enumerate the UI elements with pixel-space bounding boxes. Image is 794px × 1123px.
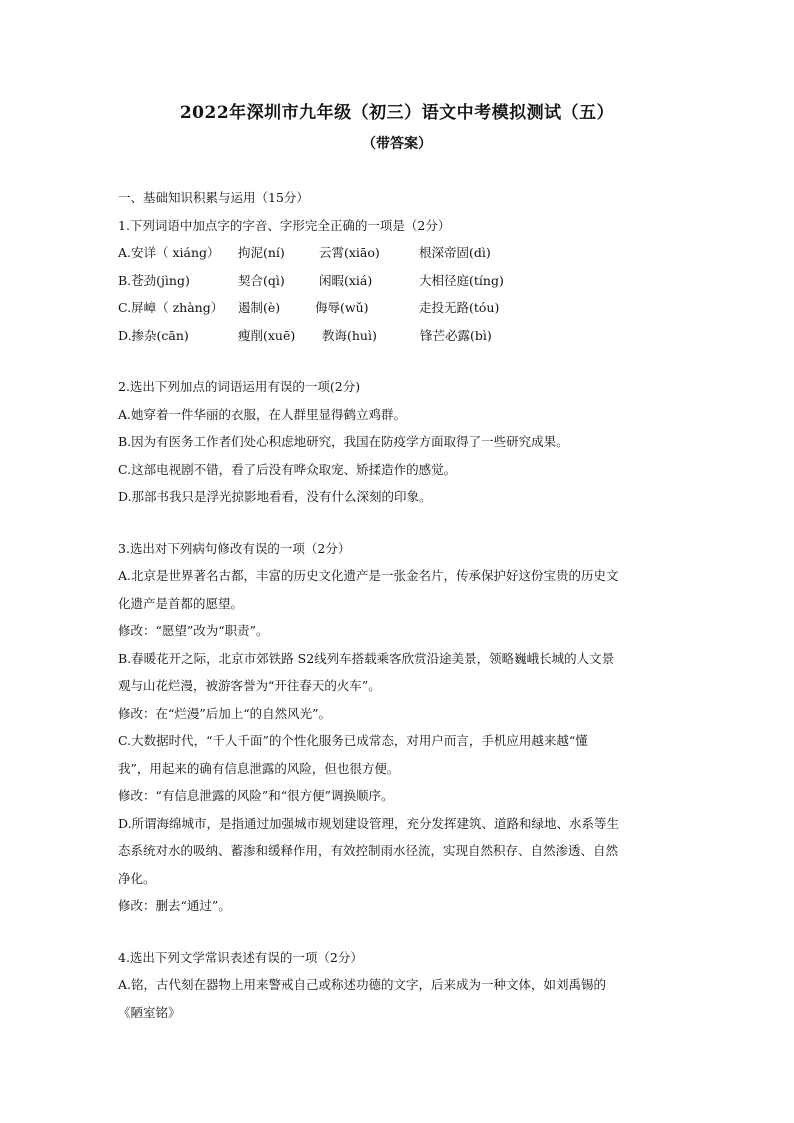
question-3-option-d-line-3: 净化。 bbox=[118, 870, 156, 886]
question-3-option-a-line-1: A.北京是世界著名古都，丰富的历史文化遗产是一张金名片，传承保护好这份宝贵的历史文 bbox=[118, 568, 619, 583]
question-3-option-c-line-2: 我”，用起来的确有信息泄露的风险，但也很方便。 bbox=[118, 760, 400, 776]
option-d-word-3: 教诲(huì) bbox=[322, 327, 377, 343]
option-b-word-3: 闲暇(xiá) bbox=[319, 272, 373, 288]
option-b-word-1: B.苍劲(jìng) bbox=[118, 272, 190, 288]
option-d-word-2: 瘦削(xuē) bbox=[238, 327, 296, 343]
question-3-option-c-line-1: C.大数据时代，“千人千面”的个性化服务已成常态，对用户而言，手机应用越来越“懂 bbox=[118, 733, 588, 748]
page-title: 2022年深圳市九年级（初三）语文中考模拟测试（五） bbox=[179, 103, 615, 123]
question-3-option-b-line-2: 观与山花烂漫，被游客誉为“开往春天的火车”。 bbox=[118, 678, 381, 693]
document-body bbox=[118, 184, 680, 1026]
question-2-option-a: A.她穿着一件华丽的衣服，在人群里显得鹤立鸡群。 bbox=[118, 406, 407, 422]
question-3-stem: 3.选出对下列病句修改有误的一项（2分） bbox=[118, 540, 351, 556]
option-c-word-1: C.屏嶂（ zhàng） bbox=[118, 300, 224, 315]
option-b-word-2: 契合(qì) bbox=[238, 272, 285, 288]
question-1-stem: 1.下列词语中加点字的字音、字形完全正确的一项是（2分） bbox=[118, 217, 451, 233]
question-3-option-a-line-2: 化遗产是首都的愿望。 bbox=[118, 595, 244, 611]
option-d-word-1: D.掺杂(cān) bbox=[118, 327, 189, 343]
question-3-option-a-fix: 修改：“愿望”改为“职责”。 bbox=[118, 623, 269, 638]
option-c-word-3: 侮辱(wǔ) bbox=[315, 300, 369, 315]
option-b-word-4: 大相径庭(tíng) bbox=[419, 272, 504, 288]
option-a-word-3: 云霄(xiāo) bbox=[319, 245, 380, 260]
question-2-option-c: C.这部电视剧不错，看了后没有哗众取宠、矫揉造作的感觉。 bbox=[118, 461, 457, 477]
question-3-option-d-line-1: D.所谓海绵城市，是指通过加强城市规划建设管理，充分发挥建筑、道路和绿地、水系等生 bbox=[118, 815, 620, 831]
section-heading: 一、基础知识积累与运用（15分） bbox=[118, 190, 309, 205]
option-a-word-4: 根深帝固(dì) bbox=[419, 245, 491, 260]
question-1-option-d bbox=[118, 322, 680, 350]
question-3-option-b-line-1: B.春暖花开之际，北京市郊铁路 S2线列车搭载乘客欣赏沿途美景，领略巍峨长城的人文景 bbox=[118, 650, 615, 666]
question-3-option-d-fix: 修改：删去“通过”。 bbox=[118, 898, 231, 913]
question-3-option-c-fix: 修改：“有信息泄露的风险”和“很方便”调换顺序。 bbox=[118, 788, 394, 803]
question-1-option-a bbox=[118, 239, 680, 267]
question-3-option-d-line-2: 态系统对水的吸纳、蓄渗和缓释作用，有效控制雨水径流，实现自然积存、自然渗透、自然 bbox=[118, 843, 619, 858]
option-d-word-4: 锋芒必露(bì) bbox=[420, 327, 492, 343]
question-1-option-b bbox=[118, 267, 680, 295]
question-2-option-b: B.因为有医务工作者们处心积虑地研究，我国在防疫学方面取得了一些研究成果。 bbox=[118, 434, 569, 449]
option-a-word-1: A.安详（ xiáng） bbox=[118, 245, 220, 260]
option-a-word-2: 拘泥(ní) bbox=[238, 245, 285, 260]
question-4-stem: 4.选出下列文学常识表述有误的一项（2分） bbox=[118, 949, 363, 965]
question-2-option-d: D.那部书我只是浮光掠影地看看，没有什么深刻的印象。 bbox=[118, 489, 432, 504]
question-4-option-a-line-2: 《陋室铭》 bbox=[118, 1004, 181, 1020]
question-4-option-a-line-1: A.铭，古代刻在器物上用来警戒自己或称述功德的文字，后来成为一种文体，如刘禹锡的 bbox=[118, 977, 607, 992]
question-3-option-b-fix: 修改：在“烂漫”后加上“的自然风光”。 bbox=[118, 705, 332, 721]
question-2-stem: 2.选出下列加点的词语运用有误的一项(2分) bbox=[118, 379, 361, 394]
page-subtitle: （带答案） bbox=[362, 136, 432, 152]
option-c-word-2: 遏制(è) bbox=[238, 300, 281, 315]
question-1-option-c bbox=[118, 294, 680, 322]
option-c-word-4: 走投无路(tóu) bbox=[419, 300, 500, 315]
